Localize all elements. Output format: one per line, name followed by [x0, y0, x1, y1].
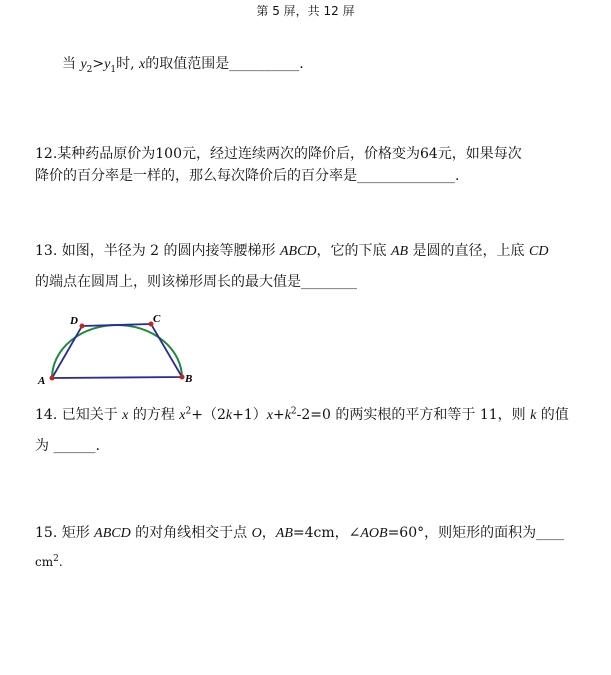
q15-line-1 — [35, 523, 564, 544]
q15-end: . — [58, 555, 63, 569]
trapezoid-diagram — [30, 310, 205, 390]
q15-text-d: =4cm，∠ — [292, 525, 361, 541]
q13-text-a: 13. 如图，半径为 2 的圆内接等腰梯形 — [35, 243, 280, 259]
q11-tail: 的取值范围是__________. — [145, 56, 304, 72]
label-c: C — [153, 313, 161, 325]
q14-x3: x — [266, 408, 273, 423]
q11-gt: > — [92, 56, 105, 72]
q13-abcd: ABCD — [279, 244, 317, 259]
q14-x: x — [122, 408, 129, 423]
q15-aob: AOB — [360, 526, 388, 541]
q14-text-c: +（2 — [191, 407, 226, 423]
q15-ab: AB — [275, 526, 293, 541]
q13-line-1 — [35, 241, 548, 262]
q13-ab: AB — [391, 244, 409, 259]
semicircle-arc — [52, 325, 182, 378]
q15-text-b: 的对角线相交于点 — [130, 525, 252, 541]
q14-text-e: + — [272, 407, 285, 423]
q11-y1-sub: 1 — [110, 64, 117, 75]
q15-unit-sup: 2 — [53, 554, 59, 564]
q14-text-g: 的值 — [536, 407, 569, 423]
q11-time: 时, — [116, 56, 135, 72]
point-d — [80, 324, 85, 329]
page-indicator: 第 5 屏，共 12 屏 — [256, 4, 355, 18]
q13-line-2: 的端点在圆周上，则该梯形周长的最大值是________ — [35, 274, 357, 290]
q14-sup-2: 2 — [185, 406, 192, 417]
trapezoid-figure — [30, 310, 205, 390]
q11-x: x — [139, 57, 146, 72]
q14-text-a: 14. 已知关于 — [35, 407, 123, 423]
q11-y1: y — [104, 57, 111, 72]
q15-text-e: =60°，则矩形的面积为____ — [387, 525, 565, 541]
point-a — [50, 376, 55, 381]
q14-text-d: +1） — [232, 407, 267, 423]
q13-text-b: ，它的下底 — [316, 243, 391, 259]
q14-x2: x — [179, 408, 186, 423]
q15-o: O — [251, 526, 262, 541]
label-a: A — [38, 375, 46, 387]
q12-line-2: 降价的百分率是一样的，那么每次降价后的百分率是______________. — [35, 168, 460, 184]
q13-cd: CD — [529, 244, 549, 259]
q14-text-b: 的方程 — [128, 407, 180, 423]
q14-text-f: -2=0 的两实根的平方和等于 11，则 — [296, 407, 531, 423]
label-b: B — [185, 373, 193, 385]
q15-text-a: 15. 矩形 — [35, 525, 95, 541]
q12-line-1: 12.某种药品原价为100元，经过连续两次的降价后，价格变为64元，如果每次 — [35, 146, 522, 162]
q11-y2: y — [80, 57, 87, 72]
q14-k3: k — [530, 408, 537, 423]
q15-abcd: ABCD — [94, 526, 131, 541]
q13-text-c: 是圆的直径，上底 — [408, 243, 530, 259]
q14-line-2: 为 ______. — [35, 438, 100, 454]
q14-k2: k — [284, 408, 291, 423]
trapezoid-abcd — [52, 324, 182, 378]
q11-y2-sub: 2 — [86, 64, 93, 75]
q15-unit: cm — [35, 555, 54, 569]
point-b — [180, 375, 185, 380]
q11-prefix: 当 — [62, 56, 76, 72]
label-d: D — [70, 315, 78, 327]
q15-text-c: ， — [261, 525, 276, 541]
q14-line-1 — [35, 405, 569, 426]
q14-sup-2b: 2 — [290, 406, 297, 417]
q14-k1: k — [225, 408, 233, 423]
q11-line — [62, 54, 304, 75]
q15-line-2 — [35, 552, 63, 572]
